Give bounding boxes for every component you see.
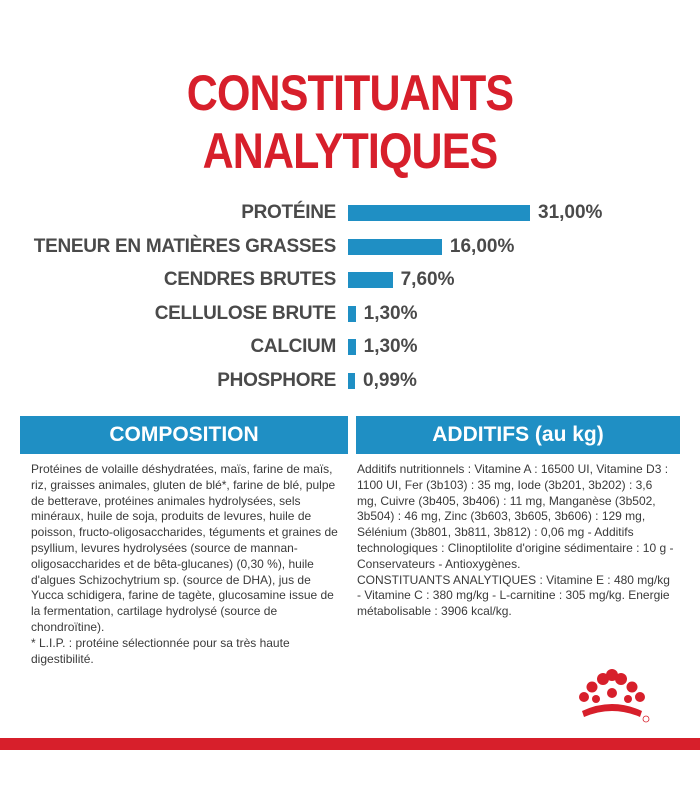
- composition-heading: [20, 416, 348, 454]
- analytic-bar: [348, 205, 530, 221]
- additifs-text: Additifs nutritionnels : Vitamine A : 16500 UI, Vitamine D3 : 1100 UI, Fer (3b103) : 35 mg, Iode (3b201, 3b202) : 3,6 mg, Cuivre (3b405, 3b406) : 11 mg, Manganèse (3b502, 3b504) : 46 mg, Zinc (3b603, 3b605, 3b606) : 129 mg, Sélénium (3b801, 3b811, 3b812) : 0,06 mg - Additifs technologiques : Clinoptilolite d'origine sédimentaire : 10 g - Conservateurs - Antioxygènes.: [357, 462, 674, 571]
- analytic-label: CALCIUM: [250, 336, 336, 358]
- additifs-panel: [357, 462, 675, 620]
- analytic-value: 16,00%: [449, 235, 515, 257]
- additifs-text-2: CONSTITUANTS ANALYTIQUES : Vitamine E : 480 mg/kg - Vitamine C : 380 mg/kg - L-carnitine : 305 mg/kg. Energie métabolisable : 3906 kcal/kg.: [357, 572, 670, 619]
- royal-canin-crown-icon: [574, 667, 650, 723]
- analytic-bar: [348, 306, 356, 322]
- analytic-bar: [348, 239, 442, 255]
- composition-text: Protéines de volaille déshydratées, maïs, farine de maïs, riz, graisses animales, gluten de blé*, farine de blé, pulpe de betterave, protéines animales hydrolysées, sels minéraux, huile de soja, produits de levures, huile de poisson, fructo-oligosaccharides, téguments et graines de psyllium, levures hydrolysées (source de mannan-oligosaccharides et de bêta-glucanes) (0,30 %), huile d'algues Schizochytrium sp. (source de DHA), jus de Yucca schidigera, farine de tagète, glucosamine issue de la fermentation, cartilage hydrolysé (source de chondroïtine).: [31, 462, 338, 634]
- analytic-label: PHOSPHORE: [217, 370, 336, 391]
- composition-note: * L.I.P. : protéine sélectionnée pour sa très haute digestibilité.: [31, 635, 290, 666]
- analytic-label: CENDRES BRUTES: [163, 269, 336, 291]
- bottom-bar: [0, 738, 700, 750]
- analytic-bar: [348, 373, 355, 389]
- analytic-label: PROTÉINE: [241, 202, 336, 223]
- composition-heading-label: COMPOSITION: [109, 423, 259, 446]
- analytic-label: TENEUR EN MATIÈRES GRASSES: [33, 235, 336, 257]
- analytic-bar: [348, 339, 356, 355]
- page-title: CONSTITUANTS ANALYTIQUES: [186, 65, 514, 179]
- analytic-bar: [348, 272, 393, 288]
- analytic-value: 31,00%: [538, 202, 603, 223]
- analytic-value: 1,30%: [363, 336, 418, 358]
- composition-panel: [31, 462, 339, 667]
- additifs-heading: [356, 416, 680, 454]
- additifs-heading-label: ADDITIFS (au kg): [432, 423, 604, 446]
- analytic-label: CELLULOSE BRUTE: [154, 302, 336, 324]
- analytic-value: 0,99%: [363, 370, 417, 391]
- analytic-value: 1,30%: [363, 302, 418, 324]
- analytic-value: 7,60%: [400, 269, 455, 291]
